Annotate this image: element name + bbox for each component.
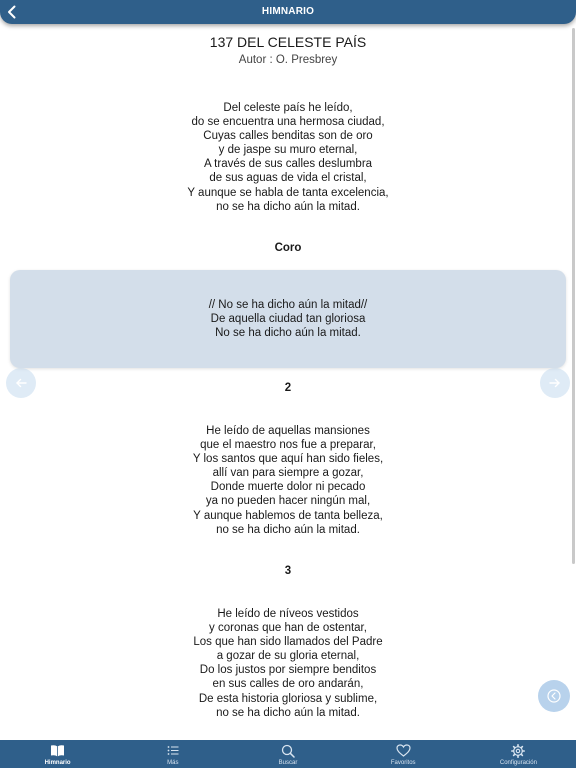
- verse-line: De esta historia gloriosa y sublime,: [198, 692, 378, 705]
- verse-line: A través de sus calles deslumbra: [203, 158, 373, 171]
- hymn-author: Autor : O. Presbrey: [238, 54, 338, 66]
- verse-line: a gozar de su gloria eternal,: [216, 650, 360, 663]
- verse-line: Del celeste país he leído,: [223, 102, 353, 114]
- verse-line: No se ha dicho aún la mitad.: [215, 327, 361, 340]
- verse-line: no se ha dicho aún la mitad.: [216, 200, 360, 213]
- app-title: HIMNARIO: [261, 6, 315, 17]
- verse-line: Do los justos por siempre benditos: [199, 664, 377, 677]
- tab-favoritos[interactable]: [346, 740, 461, 768]
- book-icon: [50, 743, 65, 758]
- tab-label: Buscar: [278, 760, 298, 766]
- hymn-content[interactable]: [0, 24, 576, 740]
- tab-label: Favoritos: [390, 760, 416, 766]
- verse-line: allí van para siempre a gozar,: [212, 467, 364, 480]
- verse-1: [0, 101, 576, 214]
- verse-line: Y los santos que aquí han sido fieles,: [192, 453, 384, 466]
- tab-label: Más: [167, 760, 179, 766]
- verse-line: y de jaspe su muro eternal,: [218, 144, 358, 157]
- floating-action-button[interactable]: [538, 680, 570, 712]
- verse-line: Los que han sido llamados del Padre: [193, 636, 383, 649]
- tab-buscar[interactable]: [230, 740, 345, 768]
- verse-line: ya no pueden hacer ningún mal,: [205, 495, 371, 508]
- verse-line: He leído de aquellas mansiones: [206, 425, 370, 437]
- tab-label: Himnario: [44, 760, 71, 766]
- coro-verse: [10, 298, 566, 340]
- coro-label: Coro: [274, 242, 302, 254]
- search-icon: [281, 743, 295, 758]
- verse-2-number: 2: [284, 382, 292, 394]
- list-icon: [167, 743, 179, 758]
- verse-3-number: 3: [284, 565, 292, 577]
- verse-line: no se ha dicho aún la mitad.: [216, 706, 360, 719]
- verse-line: He leído de níveos vestidos: [217, 608, 359, 620]
- scrollbar[interactable]: [572, 28, 575, 564]
- header-bar: [0, 0, 576, 24]
- verse-line: De aquella ciudad tan gloriosa: [210, 313, 366, 326]
- verse-line: Y aunque se habla de tanta excelencia,: [187, 186, 389, 199]
- tab-configuracion[interactable]: [461, 740, 576, 768]
- verse-line: de sus aguas de vida el cristal,: [209, 172, 367, 185]
- coro-card: [10, 270, 566, 368]
- verse-line: // No se ha dicho aún la mitad//: [208, 299, 368, 311]
- tab-mas[interactable]: [115, 740, 230, 768]
- verse-line: Y aunque hablemos de tanta belleza,: [193, 509, 383, 522]
- verse-line: do se encuentra una hermosa ciudad,: [191, 116, 385, 129]
- verse-line: y coronas que han de ostentar,: [209, 622, 367, 635]
- tab-himnario[interactable]: [0, 740, 115, 768]
- verse-line: que el maestro nos fue a preparar,: [200, 439, 376, 452]
- verse-line: Donde muerte dolor ni pecado: [210, 481, 366, 494]
- gear-icon: [511, 743, 525, 758]
- verse-line: en sus calles de oro andarán,: [212, 678, 364, 691]
- hymn-title: 137 DEL CELESTE PAÍS: [209, 34, 367, 50]
- verse-line: Cuyas calles benditas son de oro: [203, 130, 373, 143]
- verse-3: [0, 607, 576, 720]
- tab-label: Configuración: [499, 760, 537, 766]
- chevron-left-circle-icon: [547, 689, 561, 703]
- verse-line: no se ha dicho aún la mitad.: [216, 523, 360, 536]
- heart-icon: [396, 743, 411, 758]
- bottom-tab-bar: [0, 740, 576, 768]
- verse-2: [0, 424, 576, 537]
